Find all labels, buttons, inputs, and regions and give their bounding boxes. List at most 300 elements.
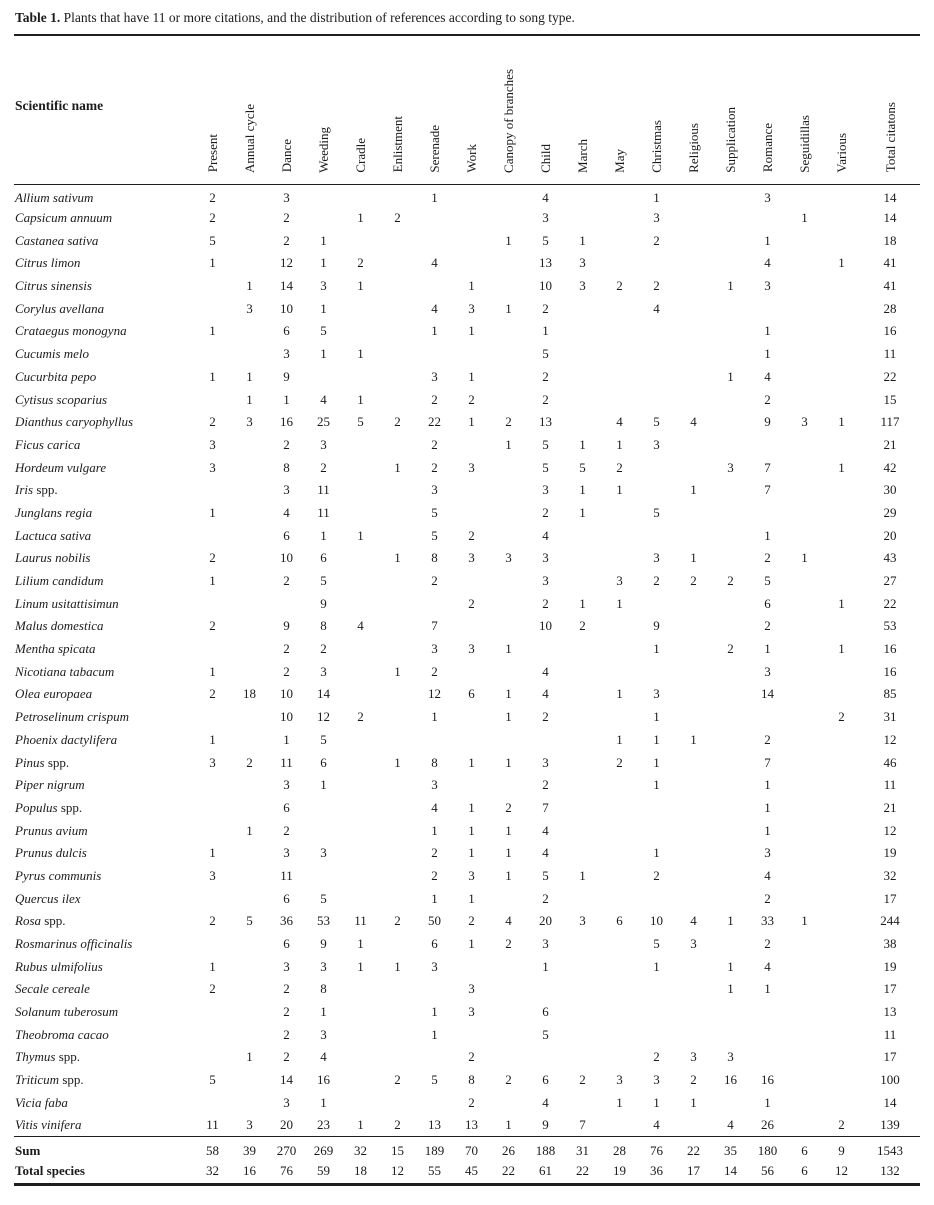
scientific-name: Dianthus caryophyllus <box>15 414 134 430</box>
count-cell: 46 <box>883 754 897 770</box>
species-row <box>14 955 920 978</box>
count-cell <box>379 865 416 888</box>
count-cell <box>786 343 823 366</box>
count-cell <box>231 729 268 752</box>
count-cell <box>490 1001 527 1024</box>
count-cell <box>379 1092 416 1115</box>
count-cell: 3 <box>764 190 771 206</box>
count-cell: 1 <box>505 709 512 725</box>
count-cell: 4 <box>542 190 549 206</box>
scientific-name: Quercus ilex <box>15 890 81 906</box>
count-cell: 3 <box>653 210 660 226</box>
count-cell <box>194 638 231 661</box>
count-cell: 4 <box>653 300 660 316</box>
count-cell <box>712 207 749 230</box>
count-cell: 3 <box>542 573 549 589</box>
count-cell <box>231 706 268 729</box>
summary-row <box>14 1137 920 1160</box>
count-cell <box>786 978 823 1001</box>
count-cell <box>786 456 823 479</box>
species-row <box>14 297 920 320</box>
count-cell: 18 <box>243 686 256 702</box>
count-cell: 1 <box>653 709 660 725</box>
count-cell: 2 <box>431 867 438 883</box>
count-cell: 3 <box>468 459 475 475</box>
count-cell <box>786 865 823 888</box>
count-cell: 1 <box>505 686 512 702</box>
count-cell: 5 <box>431 527 438 543</box>
count-cell <box>601 842 638 865</box>
summary-count-cell: 55 <box>428 1163 441 1179</box>
count-cell: 1 <box>431 822 438 838</box>
count-cell: 9 <box>653 618 660 634</box>
count-cell: 1 <box>616 595 623 611</box>
count-cell <box>786 320 823 343</box>
count-cell <box>564 547 601 570</box>
count-cell: 4 <box>690 414 697 430</box>
summary-count-cell: 31 <box>564 1137 601 1160</box>
count-cell <box>379 638 416 661</box>
count-cell <box>564 570 601 593</box>
summary-count-cell: 269 <box>305 1137 342 1160</box>
summary-count-cell: 32 <box>206 1163 219 1179</box>
count-cell: 38 <box>883 936 897 952</box>
count-cell: 1 <box>431 323 438 339</box>
count-cell: 4 <box>320 391 327 407</box>
count-cell <box>194 774 231 797</box>
count-cell <box>638 524 675 547</box>
scientific-name: Ficus carica <box>15 436 81 452</box>
count-cell <box>638 887 675 910</box>
count-cell <box>231 343 268 366</box>
count-cell <box>601 1114 638 1137</box>
scientific-name: Solanum tuberosum <box>15 1004 119 1020</box>
count-cell <box>194 1092 231 1115</box>
count-cell <box>194 1023 231 1046</box>
count-cell <box>786 366 823 389</box>
column-header-seguidillas <box>786 36 823 184</box>
count-cell <box>786 502 823 525</box>
count-cell: 2 <box>727 641 734 657</box>
count-cell <box>675 388 712 411</box>
count-cell: 2 <box>320 459 327 475</box>
scientific-name: Cucumis melo <box>15 346 90 362</box>
count-cell: 1 <box>357 936 364 952</box>
count-cell: 4 <box>542 527 549 543</box>
count-cell <box>823 910 860 933</box>
count-cell: 4 <box>320 1049 327 1065</box>
count-cell: 2 <box>209 913 216 929</box>
count-cell: 3 <box>283 845 290 861</box>
count-cell: 10 <box>280 686 293 702</box>
count-cell <box>601 978 638 1001</box>
count-cell: 1 <box>764 641 771 657</box>
count-cell <box>601 207 638 230</box>
count-cell: 6 <box>468 686 475 702</box>
count-cell: 2 <box>283 981 290 997</box>
scientific-name: Lactuca sativa <box>15 527 92 543</box>
count-cell: 1 <box>431 1026 438 1042</box>
count-cell <box>564 343 601 366</box>
count-cell: 10 <box>280 709 293 725</box>
count-cell: 50 <box>428 913 441 929</box>
count-cell: 1 <box>468 414 475 430</box>
count-cell <box>231 592 268 615</box>
count-cell <box>305 819 342 842</box>
count-cell <box>564 184 601 207</box>
summary-count-cell: 36 <box>650 1163 663 1179</box>
count-cell <box>527 638 564 661</box>
count-cell <box>786 570 823 593</box>
count-cell <box>786 1001 823 1024</box>
count-cell: 12 <box>280 255 293 271</box>
column-header-romance <box>749 36 786 184</box>
count-cell <box>749 207 786 230</box>
count-cell: 1 <box>283 731 290 747</box>
scientific-name: Citrus limon <box>15 255 81 271</box>
count-cell: 17 <box>883 890 897 906</box>
count-cell <box>379 343 416 366</box>
count-cell: 1 <box>320 255 327 271</box>
count-cell <box>342 502 379 525</box>
count-cell <box>342 638 379 661</box>
count-cell: 19 <box>883 958 897 974</box>
count-cell: 6 <box>542 1004 549 1020</box>
count-cell: 14 <box>280 278 293 294</box>
count-cell: 1 <box>357 391 364 407</box>
count-cell <box>675 615 712 638</box>
count-cell <box>231 887 268 910</box>
count-cell: 31 <box>883 709 897 725</box>
scientific-name: Thymus spp. <box>15 1049 81 1065</box>
count-cell: 1 <box>653 958 660 974</box>
species-row <box>14 1046 920 1069</box>
count-cell: 3 <box>283 777 290 793</box>
count-cell <box>823 1023 860 1046</box>
summary-label: Sum <box>14 1137 194 1160</box>
count-cell: 2 <box>542 391 549 407</box>
count-cell: 22 <box>428 414 441 430</box>
count-cell <box>712 683 749 706</box>
table-foot <box>14 1137 920 1183</box>
summary-count-cell: 22 <box>675 1137 712 1160</box>
count-cell: 5 <box>653 504 660 520</box>
count-cell: 1 <box>838 595 845 611</box>
count-cell: 1 <box>653 754 660 770</box>
count-cell: 5 <box>542 346 549 362</box>
count-cell <box>749 1001 786 1024</box>
count-cell <box>786 1114 823 1137</box>
count-cell <box>601 774 638 797</box>
count-cell <box>601 933 638 956</box>
count-cell: 1 <box>209 255 216 271</box>
count-cell: 21 <box>883 799 897 815</box>
count-cell: 2 <box>764 550 771 566</box>
summary-count-cell: 45 <box>465 1163 478 1179</box>
count-cell: 7 <box>764 754 771 770</box>
count-cell: 2 <box>653 867 660 883</box>
count-cell <box>379 797 416 820</box>
count-cell <box>675 434 712 457</box>
count-cell: 2 <box>616 278 623 294</box>
count-cell: 2 <box>653 278 660 294</box>
count-cell: 3 <box>320 436 327 452</box>
count-cell <box>453 955 490 978</box>
count-cell <box>675 456 712 479</box>
column-header-label: Seguidillas <box>797 114 812 173</box>
species-row <box>14 774 920 797</box>
count-cell: 1 <box>727 981 734 997</box>
count-cell: 1 <box>579 595 586 611</box>
scientific-name: Prunus dulcis <box>15 845 87 861</box>
count-cell: 1 <box>320 1094 327 1110</box>
count-cell <box>749 706 786 729</box>
count-cell: 1 <box>468 936 475 952</box>
count-cell: 1 <box>542 958 549 974</box>
count-cell <box>712 229 749 252</box>
species-row <box>14 320 920 343</box>
column-header-annual-cycle <box>231 36 268 184</box>
count-cell <box>564 388 601 411</box>
count-cell <box>675 1001 712 1024</box>
count-cell <box>231 547 268 570</box>
count-cell <box>342 729 379 752</box>
count-cell: 1 <box>357 346 364 362</box>
count-cell <box>638 797 675 820</box>
count-cell: 23 <box>317 1117 330 1133</box>
count-cell: 2 <box>764 890 771 906</box>
count-cell <box>823 660 860 683</box>
column-header-label: Religious <box>686 122 701 173</box>
count-cell <box>490 570 527 593</box>
scientific-name: Corylus avellana <box>15 300 105 316</box>
column-header-dance <box>268 36 305 184</box>
count-cell <box>305 366 342 389</box>
count-cell <box>675 1023 712 1046</box>
count-cell <box>231 933 268 956</box>
count-cell <box>490 184 527 207</box>
count-cell: 1 <box>616 482 623 498</box>
species-row <box>14 502 920 525</box>
count-cell: 3 <box>320 278 327 294</box>
count-cell: 12 <box>428 686 441 702</box>
count-cell: 1 <box>505 754 512 770</box>
count-cell <box>823 1069 860 1092</box>
count-cell: 1 <box>764 777 771 793</box>
count-cell <box>342 570 379 593</box>
count-cell <box>786 706 823 729</box>
count-cell <box>342 842 379 865</box>
count-cell <box>194 388 231 411</box>
count-cell: 20 <box>280 1117 293 1133</box>
count-cell: 4 <box>542 663 549 679</box>
count-cell: 3 <box>246 1117 253 1133</box>
column-header-march <box>564 36 601 184</box>
count-cell <box>490 887 527 910</box>
count-cell: 16 <box>724 1072 737 1088</box>
count-cell <box>601 955 638 978</box>
count-cell: 1 <box>579 482 586 498</box>
count-cell <box>712 502 749 525</box>
count-cell <box>453 1023 490 1046</box>
scientific-name: Secale cereale <box>15 981 90 997</box>
count-cell: 6 <box>283 527 290 543</box>
count-cell: 16 <box>317 1072 330 1088</box>
count-cell <box>823 479 860 502</box>
count-cell: 8 <box>320 981 327 997</box>
count-cell <box>490 1023 527 1046</box>
count-cell <box>823 774 860 797</box>
count-cell: 1 <box>431 190 438 206</box>
species-row <box>14 638 920 661</box>
count-cell <box>527 1046 564 1069</box>
count-cell <box>342 434 379 457</box>
column-header-label: Canopy of branches <box>501 68 516 173</box>
count-cell <box>712 252 749 275</box>
count-cell: 2 <box>209 618 216 634</box>
count-cell: 2 <box>542 368 549 384</box>
count-cell <box>675 978 712 1001</box>
count-cell <box>638 592 675 615</box>
count-cell <box>712 660 749 683</box>
count-cell: 26 <box>761 1117 774 1133</box>
count-cell: 18 <box>883 232 897 248</box>
count-cell: 1 <box>209 663 216 679</box>
count-cell <box>379 570 416 593</box>
count-cell: 42 <box>883 459 897 475</box>
count-cell: 8 <box>431 754 438 770</box>
count-cell: 5 <box>579 459 586 475</box>
species-row <box>14 1092 920 1115</box>
count-cell: 9 <box>283 618 290 634</box>
count-cell <box>712 797 749 820</box>
count-cell: 1 <box>320 232 327 248</box>
count-cell <box>786 479 823 502</box>
scientific-name: Linum usitattisimun <box>15 595 119 611</box>
count-cell: 28 <box>883 300 897 316</box>
count-cell: 11 <box>317 482 330 498</box>
count-cell <box>231 1092 268 1115</box>
count-cell: 14 <box>883 1094 897 1110</box>
count-cell: 1 <box>505 1117 512 1133</box>
count-cell <box>675 207 712 230</box>
count-cell <box>231 184 268 207</box>
count-cell <box>490 729 527 752</box>
summary-count-cell: 22 <box>502 1163 515 1179</box>
count-cell: 16 <box>883 663 897 679</box>
count-cell <box>342 366 379 389</box>
table-body <box>14 184 920 1137</box>
count-cell: 1 <box>505 641 512 657</box>
count-cell <box>490 524 527 547</box>
count-cell <box>416 592 453 615</box>
count-cell: 2 <box>579 618 586 634</box>
count-cell: 2 <box>246 754 253 770</box>
count-cell <box>786 797 823 820</box>
column-header-label: Child <box>538 143 553 173</box>
count-cell <box>786 774 823 797</box>
count-cell <box>638 388 675 411</box>
count-cell <box>786 887 823 910</box>
count-cell: 6 <box>320 754 327 770</box>
species-row <box>14 1001 920 1024</box>
column-header-label: Various <box>834 132 849 173</box>
count-cell <box>490 502 527 525</box>
count-cell: 1 <box>653 641 660 657</box>
count-cell <box>453 729 490 752</box>
count-cell <box>342 184 379 207</box>
count-cell <box>675 366 712 389</box>
count-cell <box>490 592 527 615</box>
count-cell: 2 <box>838 709 845 725</box>
count-cell <box>638 320 675 343</box>
count-cell: 16 <box>883 323 897 339</box>
scientific-name: Lilium candidum <box>15 573 104 589</box>
count-cell: 1 <box>246 368 253 384</box>
count-cell <box>268 592 305 615</box>
species-row <box>14 751 920 774</box>
count-cell: 10 <box>539 618 552 634</box>
scientific-name: Populus spp. <box>15 799 83 815</box>
count-cell: 2 <box>764 391 771 407</box>
count-cell: 11 <box>280 867 293 883</box>
count-cell <box>453 252 490 275</box>
count-cell: 2 <box>542 504 549 520</box>
count-cell: 1 <box>209 731 216 747</box>
count-cell <box>379 184 416 207</box>
column-header-label: Present <box>205 134 220 173</box>
count-cell: 4 <box>431 255 438 271</box>
summary-count-cell: 32 <box>342 1137 379 1160</box>
count-cell <box>564 729 601 752</box>
scientific-name-header: Scientific name <box>14 36 194 184</box>
count-cell <box>342 887 379 910</box>
count-cell <box>379 706 416 729</box>
header-row <box>14 36 920 184</box>
count-cell <box>342 978 379 1001</box>
count-cell <box>786 252 823 275</box>
count-cell: 1 <box>764 981 771 997</box>
count-cell: 4 <box>431 300 438 316</box>
count-cell: 3 <box>579 913 586 929</box>
count-cell: 4 <box>764 867 771 883</box>
count-cell <box>675 706 712 729</box>
count-cell <box>786 819 823 842</box>
count-cell <box>490 456 527 479</box>
count-cell: 11 <box>280 754 293 770</box>
species-row <box>14 456 920 479</box>
count-cell: 14 <box>883 210 897 226</box>
summary-count-cell: 17 <box>687 1163 700 1179</box>
count-cell: 2 <box>764 618 771 634</box>
count-cell <box>564 887 601 910</box>
count-cell: 3 <box>209 436 216 452</box>
count-cell: 3 <box>283 1094 290 1110</box>
count-cell: 14 <box>317 686 330 702</box>
count-cell: 3 <box>764 663 771 679</box>
species-row <box>14 207 920 230</box>
scientific-name: Olea europaea <box>15 686 93 702</box>
count-cell <box>231 456 268 479</box>
summary-count-cell: 270 <box>268 1137 305 1160</box>
scientific-name: Allium sativum <box>15 190 94 206</box>
count-cell: 1 <box>357 527 364 543</box>
count-cell: 3 <box>801 414 808 430</box>
count-cell <box>490 366 527 389</box>
count-cell: 4 <box>357 618 364 634</box>
count-cell <box>490 615 527 638</box>
count-cell: 16 <box>280 414 293 430</box>
